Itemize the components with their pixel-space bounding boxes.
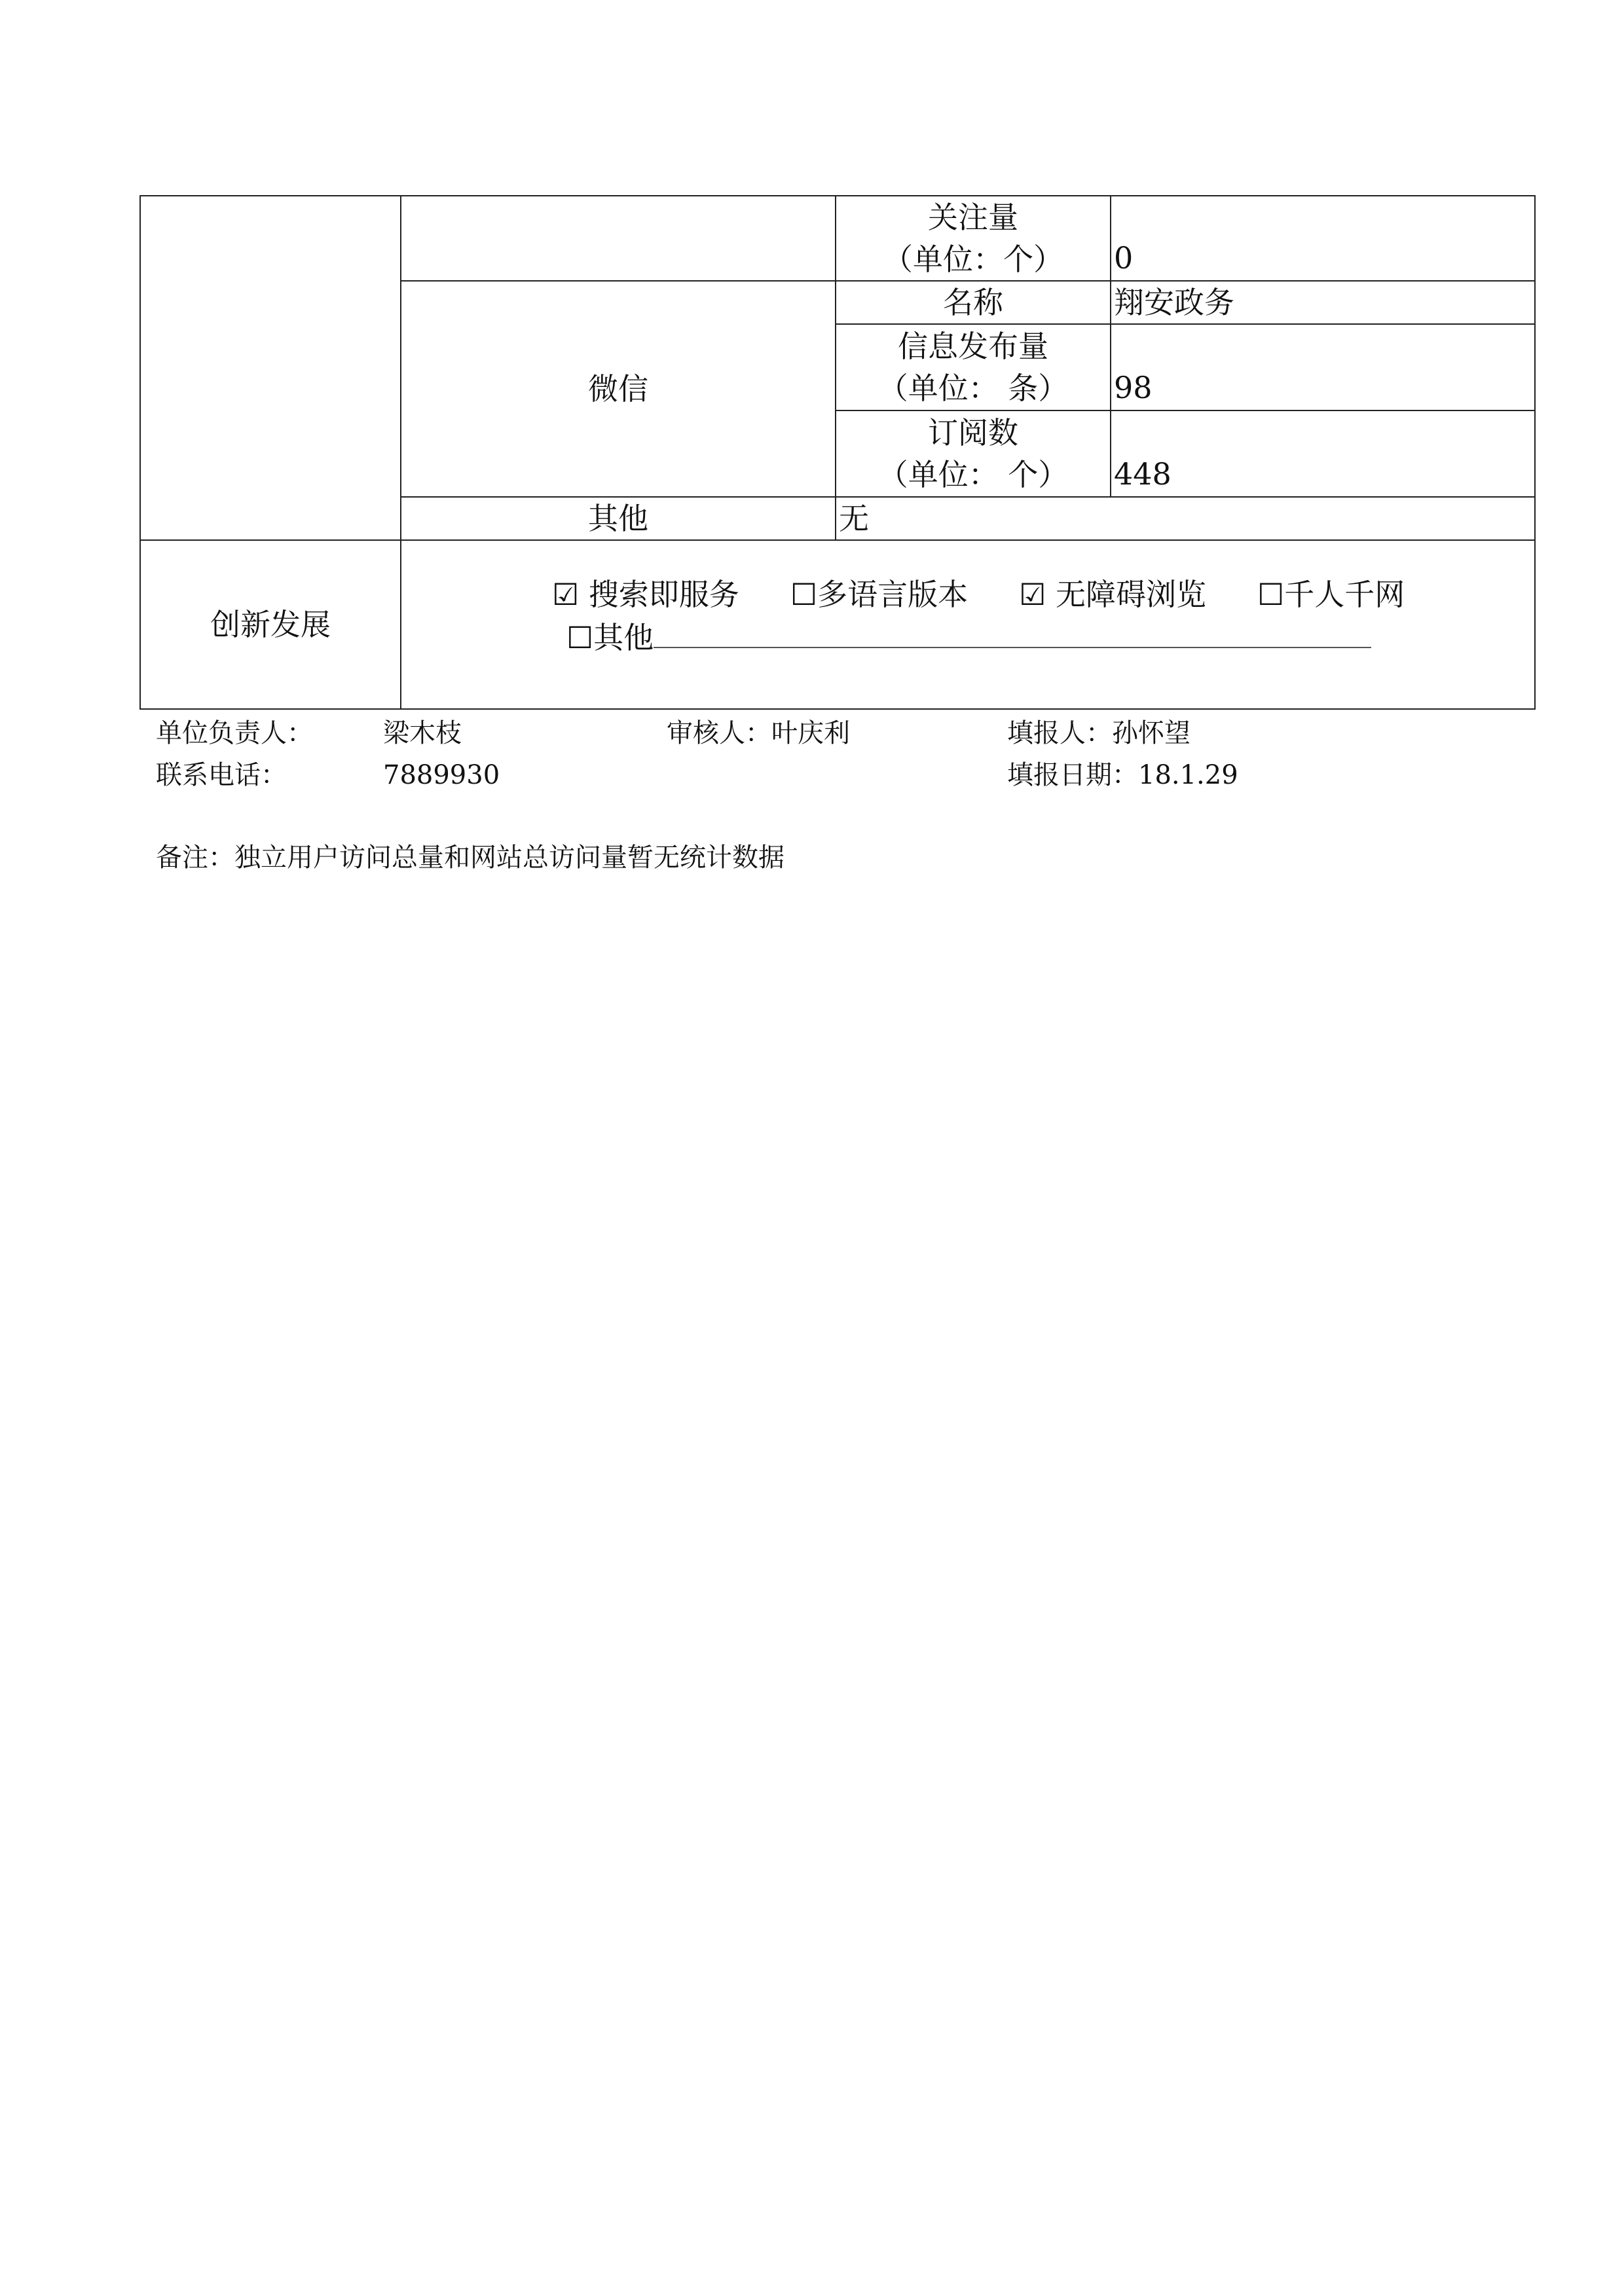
remark: 备注：独立用户访问总量和网站总访问量暂无统计数据 — [156, 843, 784, 873]
option-label: 无障碍浏览 — [1056, 577, 1206, 612]
option-label: 千人千网 — [1284, 577, 1405, 612]
unchecked-box-icon: ☐ — [1257, 577, 1285, 612]
innovation-options — [401, 540, 1535, 709]
checked-box-icon: ☑ — [552, 577, 580, 612]
phone-label: 联系电话： — [156, 760, 287, 790]
posts-label-cell — [836, 324, 1111, 410]
follow-value: 0 — [1111, 196, 1535, 281]
option-multilingual[interactable] — [790, 573, 968, 616]
posts-label-line1: 信息发布量 — [898, 329, 1048, 364]
options-row-2 — [552, 616, 1534, 659]
unchecked-box-icon: ☐ — [790, 577, 818, 612]
other-value: 无 — [836, 497, 1535, 540]
option-accessibility[interactable] — [1019, 573, 1206, 616]
innovation-row — [140, 540, 1535, 709]
phone-value: 7889930 — [383, 760, 500, 790]
posts-value: 98 — [1111, 324, 1535, 410]
option-label: 多语言版本 — [817, 577, 969, 612]
report-table — [139, 195, 1536, 710]
follow-label-line2: （单位：个） — [883, 242, 1063, 277]
option-personalized[interactable] — [1257, 573, 1405, 616]
filler: 填报人：孙怀望 — [1007, 718, 1190, 748]
follow-label-line1: 关注量 — [928, 200, 1018, 235]
subs-value: 448 — [1111, 410, 1535, 497]
platform-blank-cell — [401, 196, 836, 281]
unchecked-box-icon: ☐ — [566, 620, 594, 655]
wechat-label: 微信 — [401, 281, 836, 497]
option-label: 搜索即服务 — [588, 577, 739, 612]
subs-label-cell — [836, 410, 1111, 497]
follow-label-cell — [836, 196, 1111, 281]
fill-date: 填报日期：18.1.29 — [1007, 760, 1238, 790]
head-value: 梁木枝 — [383, 718, 462, 748]
subs-label-line2: （单位： 个） — [877, 457, 1069, 492]
category-cell — [140, 196, 401, 540]
options-row-1 — [552, 573, 1534, 616]
other-label: 其他 — [401, 497, 836, 540]
option-other[interactable] — [566, 616, 654, 659]
subs-label-line1: 订阅数 — [928, 415, 1018, 450]
name-label: 名称 — [836, 281, 1111, 324]
posts-label-line2: （单位： 条） — [877, 371, 1069, 406]
option-label: 其他 — [593, 620, 654, 655]
other-fill-line — [654, 618, 1371, 648]
option-search-service[interactable] — [552, 573, 739, 616]
name-value: 翔安政务 — [1111, 281, 1535, 324]
innovation-label: 创新发展 — [140, 540, 401, 709]
head-label: 单位负责人： — [156, 718, 313, 748]
reviewer: 审核人：叶庆利 — [667, 718, 850, 748]
follow-row — [140, 196, 1535, 281]
checked-box-icon: ☑ — [1019, 577, 1046, 612]
